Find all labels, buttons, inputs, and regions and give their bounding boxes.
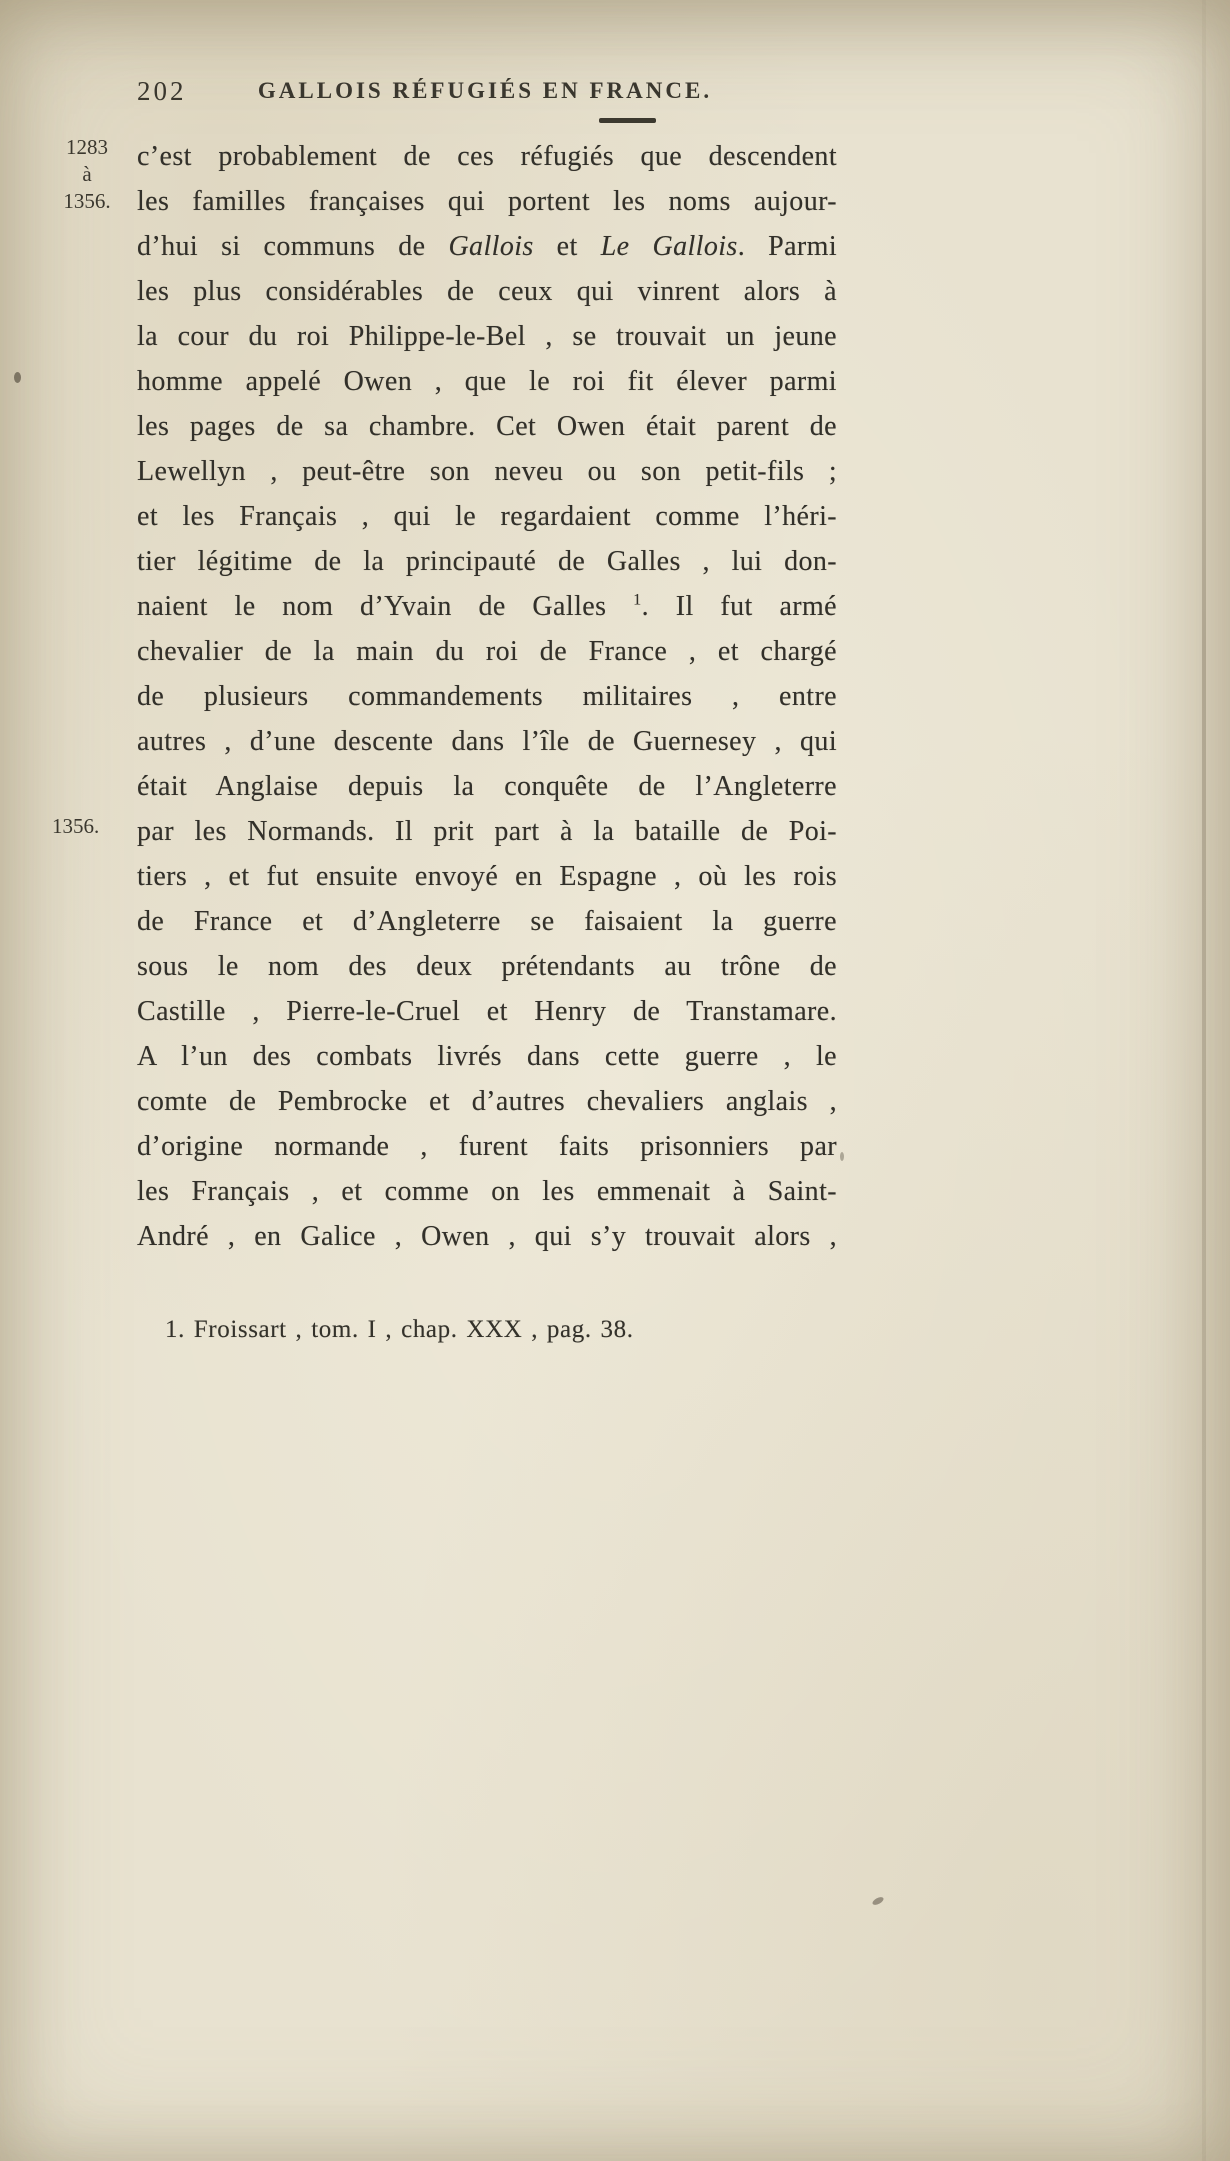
text-line: homme appelé Owen , que le roi fit élever parmi — [137, 366, 837, 397]
text-line: Castille , Pierre-le-Cruel et Henry de Transtamare. — [137, 996, 837, 1027]
margin-year-start: 1283 — [66, 135, 108, 159]
text-line: de France et d’Angleterre se faisaient la guerre — [137, 906, 837, 937]
text-line: sous le nom des deux prétendants au trône de — [137, 951, 837, 982]
text-line: était Anglaise depuis la conquête de l’Angleterre — [137, 771, 837, 802]
text-line: chevalier de la main du roi de France , et chargé — [137, 636, 837, 667]
margin-date — [48, 813, 130, 840]
text-line: les familles françaises qui portent les noms aujour- — [137, 186, 837, 217]
text-line: Lewellyn , peut-être son neveu ou son petit-fils ; — [137, 456, 837, 487]
running-title: GALLOIS RÉFUGIÉS EN FRANCE. — [257, 78, 713, 103]
footnote: 1. Froissart , tom. I , chap. XXX , pag. 38. — [165, 1316, 634, 1343]
text-line: tiers , et fut ensuite envoyé en Espagne , où les rois — [137, 861, 837, 892]
text-line: A l’un des combats livrés dans cette guerre , le — [137, 1041, 837, 1072]
header-rule — [599, 118, 656, 123]
margin-date-range — [48, 134, 126, 215]
body-text — [137, 134, 837, 1259]
text-line: par les Normands. Il prit part à la bataille de Poi- — [137, 816, 837, 847]
text-line: c’est probablement de ces réfugiés que descendent — [137, 141, 837, 172]
text-line: d’hui si communs de Gallois et Le Gallois. Parmi — [137, 231, 838, 262]
margin-year: 1356. — [52, 814, 100, 838]
text-line: de plusieurs commandements militaires , entre — [137, 681, 837, 712]
text-line: d’origine normande , furent faits prisonniers par — [137, 1131, 837, 1162]
scan-speck — [840, 1152, 844, 1161]
page-header — [0, 74, 1230, 114]
scan-speck — [14, 372, 21, 383]
text-line: les plus considérables de ceux qui vinrent alors à — [137, 276, 837, 307]
page-edge-shadow — [1202, 0, 1206, 2161]
text-line: autres , d’une descente dans l’île de Guernesey , qui — [137, 726, 837, 757]
scan-speck — [871, 1896, 884, 1907]
text-line: la cour du roi Philippe-le-Bel , se trouvait un jeune — [137, 321, 837, 352]
text-line: et les Français , qui le regardaient comme l’héri- — [137, 501, 837, 532]
margin-year-end: 1356. — [63, 189, 111, 213]
text-line: les pages de sa chambre. Cet Owen était parent de — [137, 411, 837, 442]
page-number: 202 — [137, 76, 187, 106]
text-line: tier légitime de la principauté de Galles , lui don- — [137, 546, 837, 577]
text-line: naient le nom d’Yvain de Galles $^1$. Il fut armé — [137, 590, 838, 622]
text-line: André , en Galice , Owen , qui s’y trouvait alors , — [137, 1221, 837, 1252]
margin-connector: à — [82, 162, 92, 186]
text-line: les Français , et comme on les emmenait à Saint- — [137, 1176, 837, 1207]
text-line: comte de Pembrocke et d’autres chevaliers anglais , — [137, 1086, 837, 1117]
